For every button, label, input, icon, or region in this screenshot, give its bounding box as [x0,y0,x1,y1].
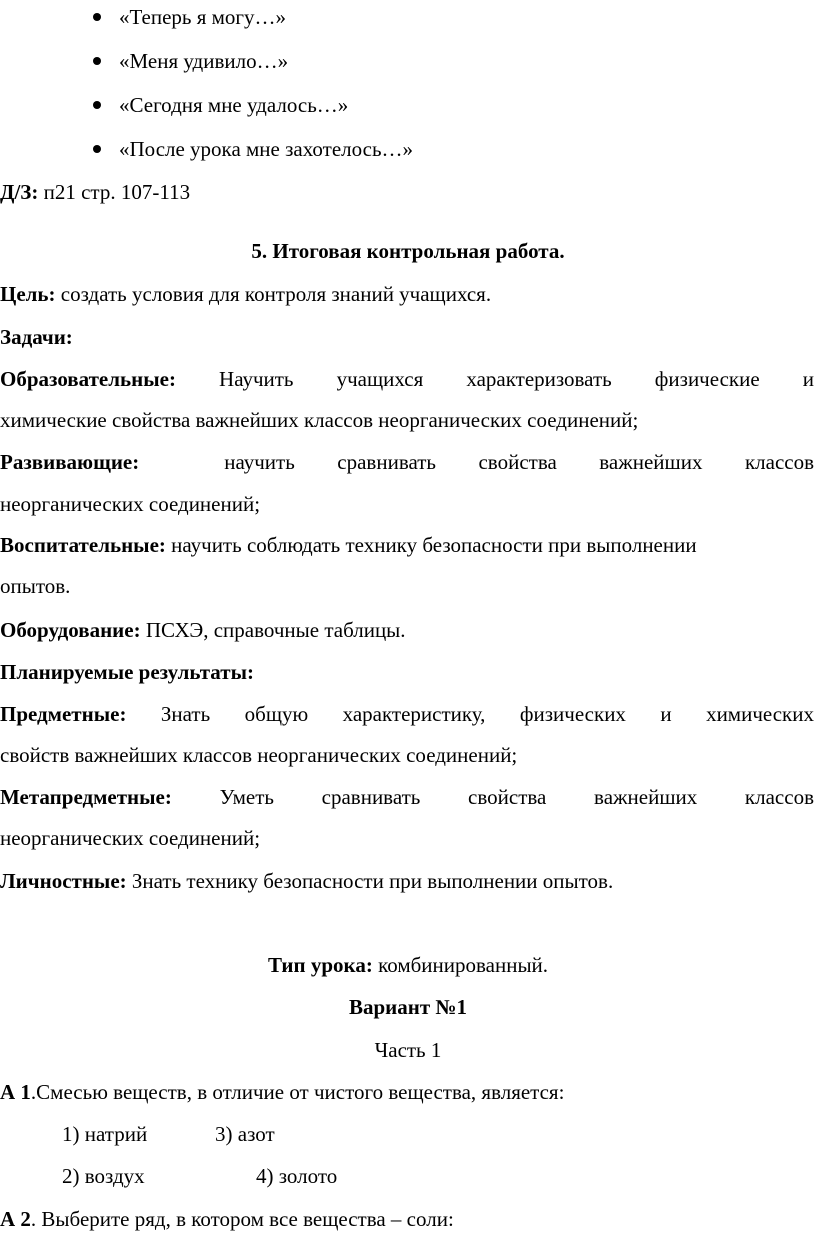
option-number: 4) [256,1164,274,1188]
goal-text: создать условия для контроля знаний учащихся. [55,282,492,306]
lesson-type-text: комбинированный. [372,953,549,977]
question-1 [0,1082,564,1103]
metasubject-text-1: Уметь сравнивать свойства важнейших классов [219,785,814,809]
educational-line-2 [0,410,638,431]
section-title [0,241,816,262]
goal-line [0,284,491,305]
equipment-text: ПСХЭ, справочные таблицы. [140,618,406,642]
question-1-option-4 [256,1166,337,1187]
option-text: воздух [84,1164,145,1188]
question-1-text: .Смесью веществ, в отличие от чистого вещества, является: [30,1080,565,1104]
option-text: азот [237,1122,275,1146]
option-number: 2) [62,1164,80,1188]
personal-text: Знать технику безопасности при выполнении опытов. [126,869,614,893]
metasubject-line-2 [0,828,260,849]
question-1-options-row-1 [62,1124,147,1145]
variant-title-text: Вариант №1 [348,995,468,1019]
educational-line-1 [0,369,814,390]
section-title-text: 5. Итоговая контрольная работа. [251,239,565,263]
metasubject-line-1 [0,787,814,808]
tasks-label: Задачи: [0,325,73,349]
equipment-line [0,620,406,641]
planned-results-label: Планируемые результаты: [0,660,254,684]
option-number: 3) [215,1122,233,1146]
upbringing-line-1 [0,535,697,556]
bullet-icon [93,57,101,65]
part-title [0,1040,816,1061]
question-2-label: А 2 [0,1207,31,1231]
equipment-label: Оборудование: [0,618,141,642]
list-item-text: «После урока мне захотелось…» [119,137,414,161]
homework-text: п21 стр. 107-113 [38,180,191,204]
developing-line-1 [0,452,814,473]
educational-label: Образовательные: [0,367,176,391]
variant-title [0,997,816,1018]
planned-results-heading [0,662,254,683]
subject-line-2 [0,745,517,766]
educational-text-2: химические свойства важнейших классов неорганических соединений; [0,408,639,432]
lesson-type-line [0,955,816,976]
list-item [93,51,288,72]
developing-text-1: научить сравнивать свойства важнейших классов [224,450,815,474]
developing-line-2 [0,494,260,515]
metasubject-label: Метапредметные: [0,785,172,809]
developing-text-2: неорганических соединений; [0,492,261,516]
option-number: 1) [62,1122,80,1146]
subject-text-1: Знать общую характеристику, физических и химических [160,702,814,726]
subject-label: Предметные: [0,702,127,726]
bullet-icon [93,101,101,109]
goal-label: Цель: [0,282,56,306]
bullet-icon [93,13,101,21]
list-item [93,7,286,28]
question-1-option-3 [215,1124,275,1145]
upbringing-line-2 [0,576,70,597]
educational-text-1: Научить учащихся характеризовать физические и [219,367,814,391]
upbringing-text-2: опытов. [0,574,71,598]
subject-line-1 [0,704,814,725]
question-1-label: А 1 [0,1080,31,1104]
homework-line [0,182,190,203]
developing-label: Развивающие: [0,450,140,474]
lesson-type-label: Тип урока: [267,953,373,977]
list-item-text: «Теперь я могу…» [119,5,287,29]
personal-line [0,871,613,892]
option-text: натрий [84,1122,148,1146]
list-item [93,139,413,160]
list-item-text: «Сегодня мне удалось…» [119,93,349,117]
question-2-text: . Выберите ряд, в котором все вещества – соли: [30,1207,454,1231]
list-item-text: «Меня удивило…» [119,49,289,73]
option-text: золото [278,1164,338,1188]
personal-label: Личностные: [0,869,127,893]
question-1-options-row-2 [62,1166,145,1187]
list-item [93,95,348,116]
upbringing-text-1: научить соблюдать технику безопасности при выполнении [165,533,697,557]
question-2 [0,1209,454,1230]
upbringing-label: Воспитательные: [0,533,166,557]
homework-label: Д/З: [0,180,39,204]
subject-text-2: свойств важнейших классов неорганических соединений; [0,743,518,767]
tasks-heading [0,327,73,348]
metasubject-text-2: неорганических соединений; [0,826,261,850]
part-title-text: Часть 1 [374,1038,442,1062]
bullet-icon [93,145,101,153]
